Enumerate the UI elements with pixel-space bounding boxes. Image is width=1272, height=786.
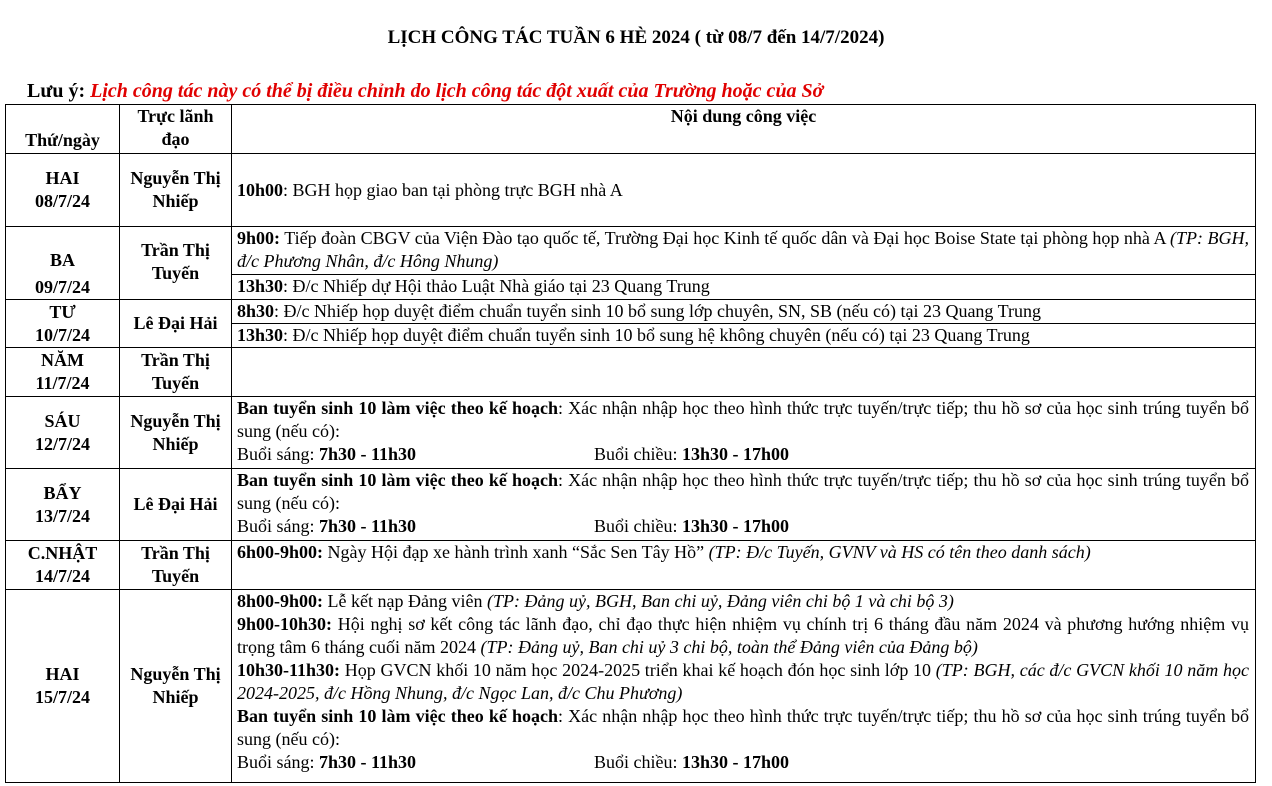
leader-cell: Lê Đại Hải (120, 469, 232, 541)
morning-time: 7h30 - 11h30 (319, 752, 417, 772)
leader-cell: Lê Đại Hải (120, 300, 232, 348)
time: 6h00-9h00: (237, 542, 324, 562)
afternoon-label: Buổi chiều: (594, 516, 682, 536)
header-content: Nội dung công việc (232, 105, 1256, 154)
content-cell (232, 590, 1256, 783)
day-name: HAI (45, 168, 80, 188)
day-name: HAI (45, 664, 80, 684)
day-name: TƯ (49, 301, 76, 322)
content-cell (232, 275, 1256, 300)
task: Hội nghị sơ kết công tác lãnh đạo, chỉ đạo thực hiện nhiệm vụ chính trị 6 tháng đầu năm 2024 và phương hướng nhiệm vụ trọng tâm 6 tháng cuối năm 2024 (237, 614, 1249, 657)
session-times (237, 515, 1249, 538)
day-date: 09/7/24 (34, 277, 90, 297)
content-cell (232, 300, 1256, 324)
day-date: 11/7/24 (35, 373, 90, 393)
afternoon-time: 13h30 - 17h00 (682, 516, 790, 536)
day-cell (6, 397, 120, 469)
table-row (6, 154, 1256, 227)
afternoon-time: 13h30 - 17h00 (682, 444, 790, 464)
day-cell (6, 469, 120, 541)
participants: (TP: Đảng uỷ, BGH, Ban chi uỷ, Đảng viên chi bộ 1 và chi bộ 3) (486, 591, 954, 611)
day-date: 14/7/24 (34, 566, 90, 586)
schedule-table (5, 104, 1256, 783)
time: 8h30 (237, 301, 275, 321)
day-name: C.NHẬT (27, 543, 98, 563)
morning-label: Buổi sáng: (237, 516, 320, 536)
task: : Xác nhận nhập học theo hình thức trực tuyến/trực tiếp; thu hồ sơ của học sinh trúng tuyển bổ sung (nếu có): (237, 398, 1249, 441)
content-cell (232, 469, 1256, 541)
note (27, 80, 823, 103)
task-title: Ban tuyển sinh 10 làm việc theo kế hoạch (237, 398, 559, 418)
task: : Đ/c Nhiếp dự Hội thảo Luật Nhà giáo tại 23 Quang Trung (283, 276, 710, 296)
content-cell (232, 541, 1256, 590)
afternoon-label: Buổi chiều: (594, 444, 682, 464)
leader-cell: Nguyễn Thị Nhiếp (120, 397, 232, 469)
participants: (TP: BGH, đ/c Phương Nhân, đ/c Hông Nhung) (237, 228, 1249, 271)
day-cell (6, 348, 120, 397)
leader-cell: Nguyễn Thị Nhiếp (120, 154, 232, 227)
morning-label: Buổi sáng: (237, 752, 320, 772)
time: 8h00-9h00: (237, 591, 324, 611)
time: 9h00-10h30: (237, 614, 333, 634)
table-row (6, 227, 1256, 275)
morning-label: Buổi sáng: (237, 444, 320, 464)
day-cell (6, 227, 120, 300)
task: : Đ/c Nhiếp họp duyệt điểm chuẩn tuyển sinh 10 bổ sung lớp chuyên, SN, SB (nếu có) tại 23 Quang Trung (274, 301, 1041, 321)
session-times (237, 751, 1249, 774)
task-title: Ban tuyển sinh 10 làm việc theo kế hoạch (237, 706, 559, 726)
task: : Đ/c Nhiếp họp duyệt điểm chuẩn tuyển sinh 10 bổ sung hệ không chuyên (nếu có) tại 23 Quang Trung (283, 325, 1030, 345)
content-cell (232, 154, 1256, 227)
day-cell (6, 590, 120, 783)
table-row (6, 469, 1256, 541)
day-date: 15/7/24 (34, 687, 90, 707)
afternoon-label: Buổi chiều: (594, 752, 682, 772)
task: : Xác nhận nhập học theo hình thức trực tuyến/trực tiếp; thu hồ sơ của học sinh trúng tuyển bổ sung (nếu có): (237, 706, 1249, 749)
day-cell (6, 541, 120, 590)
table-row (6, 541, 1256, 590)
task: Ngày Hội đạp xe hành trình xanh “Sắc Sen Tây Hồ” (323, 542, 709, 562)
table-row (6, 300, 1256, 324)
content-cell (232, 324, 1256, 348)
leader-cell: Trần Thị Tuyến (120, 227, 232, 300)
afternoon-time: 13h30 - 17h00 (682, 752, 790, 772)
task-title: Ban tuyển sinh 10 làm việc theo kế hoạch (237, 470, 559, 490)
content-cell (232, 397, 1256, 469)
day-cell (6, 300, 120, 348)
morning-time: 7h30 - 11h30 (319, 444, 417, 464)
leader-cell: Trần Thị Tuyến (120, 541, 232, 590)
time: 10h00 (237, 179, 284, 200)
note-label: Lưu ý: (27, 80, 91, 102)
header-day: Thứ/ngày (6, 105, 120, 154)
header-leader: Trực lãnh đạo (120, 105, 232, 154)
day-name: BẨY (43, 482, 82, 503)
task: : Xác nhận nhập học theo hình thức trực tuyến/trực tiếp; thu hồ sơ của học sinh trúng tuyển bổ sung (nếu có): (237, 470, 1249, 513)
day-date: 12/7/24 (34, 433, 90, 454)
day-name: NĂM (41, 350, 84, 370)
time: 13h30 (237, 276, 284, 296)
time: 13h30 (237, 325, 284, 345)
table-row (6, 348, 1256, 397)
participants: (TP: Đảng uỷ, Ban chi uỷ 3 chi bộ, toàn thể Đảng viên của Đảng bộ) (480, 637, 978, 657)
task: Lễ kết nạp Đảng viên (323, 591, 487, 611)
time: 9h00: (237, 228, 281, 248)
day-date: 08/7/24 (34, 191, 90, 211)
task: Họp GVCN khối 10 năm học 2024-2025 triển khai kế hoạch đón học sinh lớp 10 (340, 660, 936, 680)
session-times (237, 443, 1249, 466)
time: 10h30-11h30: (237, 660, 341, 680)
table-row (6, 397, 1256, 469)
day-name: SÁU (44, 410, 81, 431)
day-cell (6, 154, 120, 227)
day-date: 10/7/24 (34, 324, 90, 345)
content-cell (232, 227, 1256, 275)
day-date: 13/7/24 (34, 505, 90, 526)
table-row (6, 590, 1256, 783)
header-row (6, 105, 1256, 154)
content-cell (232, 348, 1256, 397)
leader-cell: Trần Thị Tuyến (120, 348, 232, 397)
note-text: Lịch công tác này có thể bị điều chỉnh do lịch công tác đột xuất của Trường hoặc của Sở (90, 80, 824, 102)
task: Tiếp đoàn CBGV của Viện Đào tạo quốc tế, Trường Đại học Kinh tế quốc dân và Đại học Boise State tại phòng họp nhà A (280, 228, 1170, 248)
morning-time: 7h30 - 11h30 (319, 516, 417, 536)
task: : BGH họp giao ban tại phòng trực BGH nhà A (283, 179, 623, 200)
leader-cell: Nguyễn Thị Nhiếp (120, 590, 232, 783)
participants: (TP: BGH, các đ/c GVCN khối 10 năm học 2024-2025, đ/c Hồng Nhung, đ/c Ngọc Lan, đ/c Chu Phương) (237, 660, 1249, 703)
day-name: BA (49, 250, 75, 270)
page-title: LỊCH CÔNG TÁC TUẦN 6 HÈ 2024 ( từ 08/7 đến 14/7/2024) (387, 27, 885, 48)
participants: (TP: Đ/c Tuyến, GVNV và HS có tên theo danh sách) (708, 542, 1091, 562)
